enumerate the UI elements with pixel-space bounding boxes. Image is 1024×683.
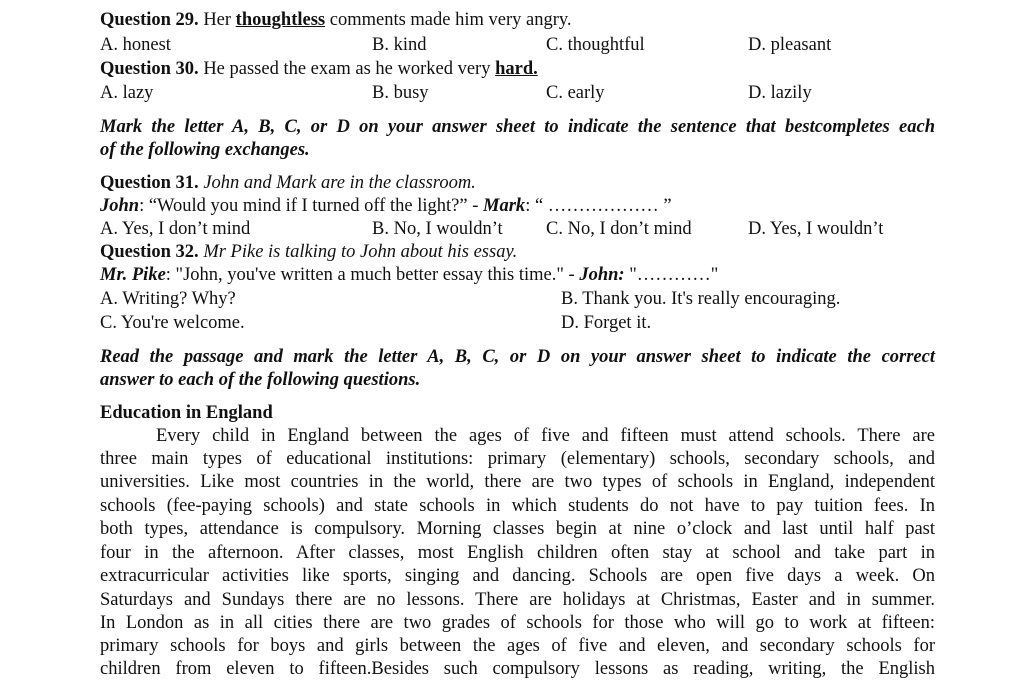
passage-line: universities. Like most countries in the world, there are two types of schools in England, independent [100, 472, 935, 492]
question-32-option-a: A. Writing? Why? [100, 289, 236, 309]
question-32-context: Mr Pike is talking to John about his essay. [203, 242, 518, 262]
question-32-speaker-mr-pike: Mr. Pike [100, 265, 166, 285]
question-29-stem [100, 9, 572, 32]
question-32-john-line: "…………" [624, 265, 719, 285]
question-32-option-b: B. Thank you. It's really encouraging. [561, 289, 841, 309]
question-32-stem [100, 241, 517, 264]
question-29-underlined-word: thoughtless [235, 10, 326, 30]
question-31-speaker-mark: Mark [483, 196, 526, 216]
question-30-option-d: D. lazily [748, 83, 812, 103]
passage-line: schools (fee-paying schools) and state schools in which students do not have to pay tuition fees. In [100, 496, 935, 516]
question-32-speaker-john: John: [579, 265, 625, 285]
question-30-option-b: B. busy [372, 83, 429, 103]
question-32-pike-line: : "John, you've written a much better essay this time." - [165, 265, 580, 285]
instruction-exchanges-line-1: Mark the letter A, B, C, or D on your answer sheet to indicate the sentence that bestcompletes each [100, 117, 935, 137]
question-30-text-before: He passed the exam as he worked very [203, 59, 496, 79]
passage-line: In London as in all cities there are two grades of schools for those who will go to work at fifteen: [100, 613, 935, 633]
question-31-option-a: A. Yes, I don’t mind [100, 219, 251, 239]
question-32-label: Question 32. [100, 242, 199, 262]
question-29-text-after: comments made him very angry. [325, 10, 572, 30]
question-31-john-line: : “Would you mind if I turned off the light?” - [139, 196, 484, 216]
question-30-label: Question 30. [100, 59, 199, 79]
question-30-option-c: C. early [546, 83, 605, 103]
question-31-speaker-john: John [100, 196, 140, 216]
question-30-option-a: A. lazy [100, 83, 154, 103]
question-32-option-c: C. You're welcome. [100, 313, 245, 333]
question-32-option-d: D. Forget it. [561, 313, 652, 333]
question-30-underlined-word: hard. [495, 59, 538, 79]
instruction-exchanges-line-2: of the following exchanges. [100, 140, 310, 160]
passage-line: four in the afternoon. After classes, most English children often stay at school and take part in [100, 543, 935, 563]
question-32-dialogue [100, 264, 718, 287]
question-31-option-d: D. Yes, I wouldn’t [748, 219, 884, 239]
question-31-option-c: C. No, I don’t mind [546, 219, 692, 239]
instruction-reading-line-2: answer to each of the following questions. [100, 370, 421, 390]
instruction-reading-line-1: Read the passage and mark the letter A, B, C, or D on your answer sheet to indicate the correct [100, 347, 935, 367]
question-31-stem [100, 172, 476, 195]
question-31-dialogue [100, 195, 672, 218]
passage-line: Saturdays and Sundays there are no lessons. There are holidays at Christmas, Easter and in summer. [100, 590, 935, 610]
question-29-option-a: A. honest [100, 35, 171, 55]
question-31-option-b: B. No, I wouldn’t [372, 219, 503, 239]
passage-line: both types, attendance is compulsory. Morning classes begin at nine o’clock and last until half past [100, 519, 935, 539]
question-29-text-before: Her [203, 10, 236, 30]
question-31-context: John and Mark are in the classroom. [203, 173, 476, 193]
question-29-option-d: D. pleasant [748, 35, 832, 55]
question-31-mark-line: : “ ……………… ” [525, 196, 672, 216]
passage-line: three main types of educational institutions: primary (elementary) schools, secondary schools, and [100, 449, 935, 469]
passage-line: Every child in England between the ages of five and fifteen must attend schools. There are [156, 426, 935, 446]
passage-line: children from eleven to fifteen.Besides such compulsory lessons as reading, writing, the English [100, 659, 935, 679]
question-29-label: Question 29. [100, 10, 199, 30]
question-29-option-c: C. thoughtful [546, 35, 645, 55]
passage-line: primary schools for boys and girls between the ages of five and eleven, and secondary schools for [100, 636, 935, 656]
question-31-label: Question 31. [100, 173, 199, 193]
passage-title: Education in England [100, 403, 273, 423]
passage-line: extracurricular activities like sports, singing and dancing. Schools are open five days a week. On [100, 566, 935, 586]
question-29-option-b: B. kind [372, 35, 427, 55]
question-30-stem [100, 58, 538, 81]
